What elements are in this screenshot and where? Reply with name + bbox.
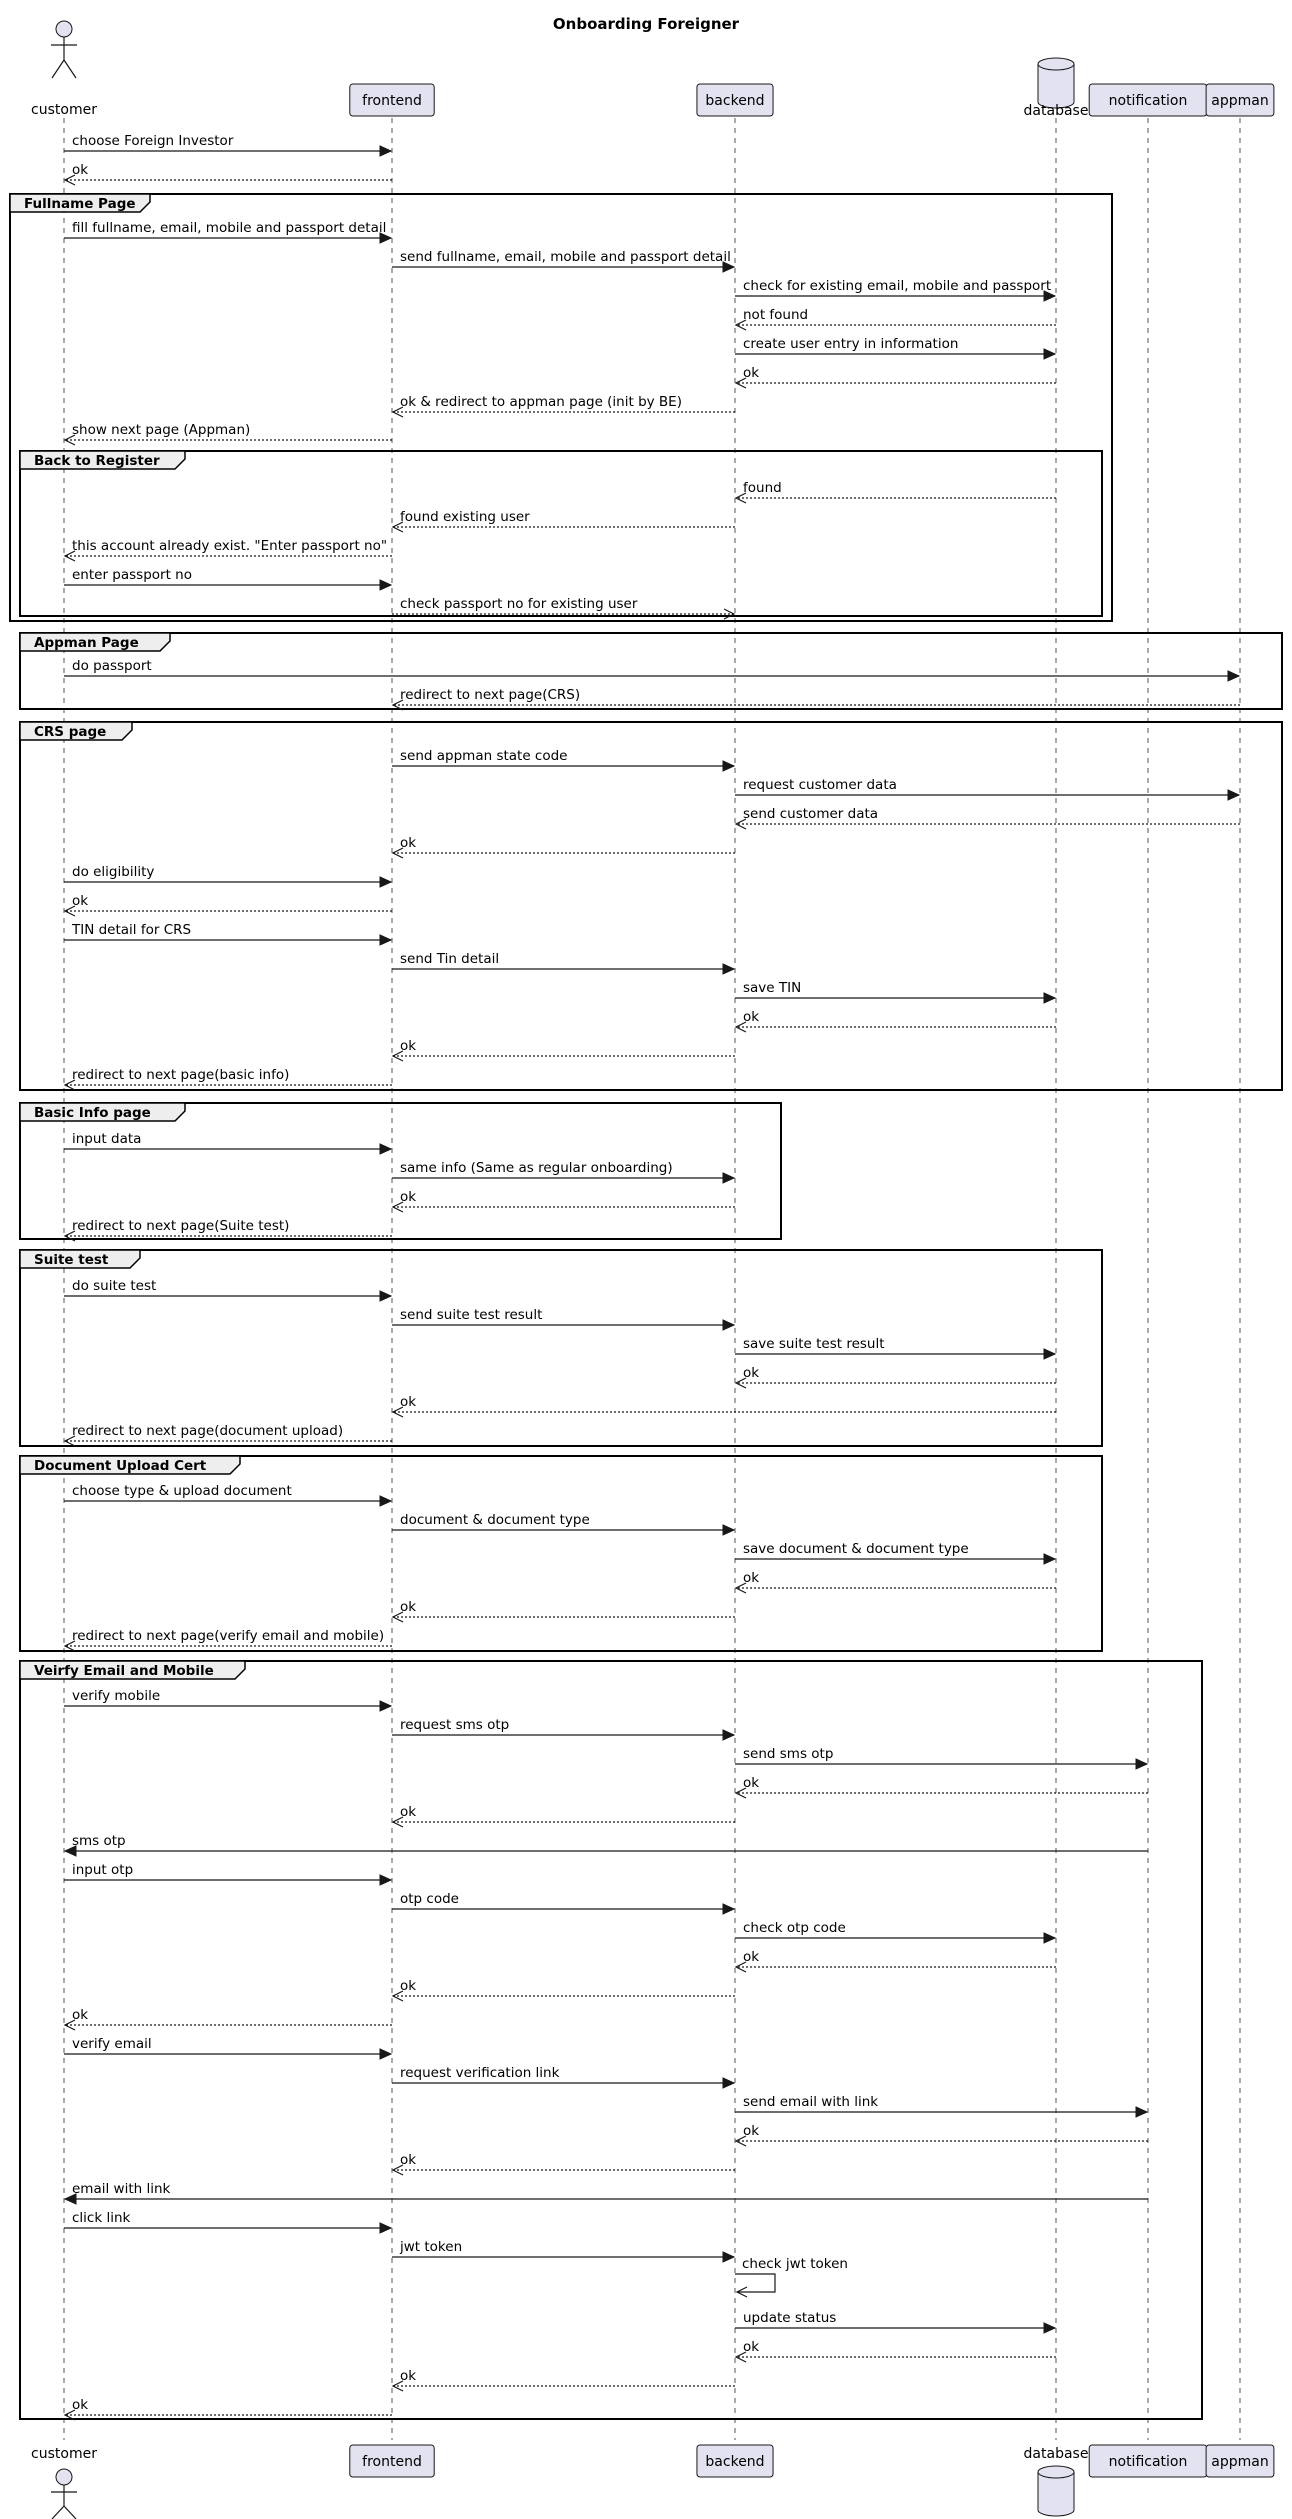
message	[735, 278, 1055, 301]
participant-customer-top	[31, 21, 97, 118]
message-label: ok	[72, 162, 89, 178]
message	[736, 806, 1240, 829]
participant-label: notification	[1108, 2454, 1188, 2470]
participant-label: customer	[31, 2446, 97, 2462]
message-label: request verification link	[400, 2065, 560, 2081]
message-label: send fullname, email, mobile and passport detail	[400, 249, 731, 265]
message-label: show next page (Appman)	[72, 422, 251, 438]
participant-appman-bottom	[1206, 2445, 1274, 2477]
group-border	[20, 1661, 1202, 2419]
message-label: ok	[400, 1599, 417, 1615]
group-frame	[20, 1250, 1102, 1446]
message-label: ok	[400, 2368, 417, 2384]
message	[392, 2239, 734, 2262]
message-label: ok	[400, 1394, 417, 1410]
message-arrowhead	[380, 580, 391, 590]
message-arrowhead	[380, 1701, 391, 1711]
message	[736, 1949, 1056, 1972]
message-arrowhead	[380, 1496, 391, 1506]
message-label: ok	[400, 1038, 417, 1054]
message	[393, 1038, 735, 1061]
message	[736, 1570, 1056, 1593]
message-arrowhead	[1044, 2323, 1055, 2333]
message-label: do eligibility	[72, 864, 155, 880]
message	[735, 980, 1055, 1003]
participant-label: appman	[1211, 2454, 1269, 2470]
message	[393, 394, 735, 417]
message-label: save TIN	[743, 980, 802, 996]
messages	[64, 133, 1240, 2420]
message-arrowhead	[380, 2223, 391, 2233]
message-label: ok	[743, 1365, 760, 1381]
participant-frontend-top	[350, 84, 434, 116]
message-label: click link	[72, 2210, 131, 2226]
group-frame	[20, 1661, 1202, 2419]
message	[64, 220, 391, 243]
message-label: TIN detail for CRS	[72, 922, 192, 938]
message-label: input otp	[72, 1862, 134, 1878]
message-label: ok	[743, 1009, 760, 1025]
message-label: send sms otp	[743, 1746, 834, 1762]
message-label: redirect to next page(CRS)	[400, 687, 581, 703]
message-label: ok	[743, 1570, 760, 1586]
message-label: ok & redirect to appman page (init by BE)	[400, 394, 682, 410]
message-label: not found	[743, 307, 809, 323]
group-frame	[20, 633, 1282, 709]
message-label: send customer data	[743, 806, 879, 822]
message	[64, 1862, 391, 1885]
message	[65, 1628, 392, 1651]
message-label: found existing user	[400, 509, 530, 525]
message	[64, 658, 1239, 681]
message-label: request sms otp	[400, 1717, 510, 1733]
message-label: save suite test result	[743, 1336, 885, 1352]
message-label: redirect to next page(verify email and mobile)	[72, 1628, 385, 1644]
message	[64, 2210, 391, 2233]
message	[735, 777, 1239, 800]
message-label: ok	[400, 1978, 417, 1994]
message-arrowhead	[380, 877, 391, 887]
message	[64, 1483, 391, 1506]
message-label: ok	[400, 1804, 417, 1820]
message	[65, 422, 392, 445]
message-label: ok	[400, 835, 417, 851]
message	[736, 1775, 1148, 1798]
message	[392, 748, 734, 771]
message-label: choose Foreign Investor	[72, 133, 234, 149]
diagram-title: Onboarding Foreigner	[552, 15, 740, 33]
message-label: create user entry in information	[743, 336, 959, 352]
message	[736, 1009, 1056, 1032]
message-label: send appman state code	[400, 748, 568, 764]
message	[736, 2339, 1056, 2362]
group-border	[20, 451, 1102, 616]
message	[65, 1423, 392, 1446]
message-arrowhead	[723, 964, 734, 974]
group-label: Suite test	[34, 1252, 109, 1268]
message	[65, 1067, 392, 1090]
actor-icon	[56, 2469, 72, 2485]
message-label: send Tin detail	[400, 951, 500, 967]
participant-label: backend	[705, 93, 765, 109]
group-label: CRS page	[34, 724, 107, 740]
message-label: save document & document type	[743, 1541, 969, 1557]
message	[392, 1307, 734, 1330]
group-label: Appman Page	[34, 635, 139, 651]
message-label: fill fullname, email, mobile and passport detail	[72, 220, 387, 236]
participant-label: database	[1023, 2446, 1089, 2462]
message-label: ok	[400, 2152, 417, 2168]
participant-backend-bottom	[697, 2445, 773, 2477]
actor-body	[51, 2485, 77, 2519]
message-label: redirect to next page(Suite test)	[72, 1218, 290, 1234]
message	[64, 1278, 391, 1301]
message-label: sms otp	[72, 1833, 126, 1849]
message-label: verify email	[72, 2036, 152, 2052]
message-label: update status	[743, 2310, 837, 2326]
actor-icon	[56, 21, 72, 37]
message	[392, 1717, 734, 1740]
message	[65, 1833, 1148, 1856]
message	[393, 2152, 735, 2175]
message-arrowhead	[723, 1730, 734, 1740]
participant-notification-top	[1089, 84, 1207, 116]
message	[65, 2181, 1148, 2204]
message-label: ok	[400, 1189, 417, 1205]
participant-label: frontend	[362, 93, 422, 109]
group-label: Basic Info page	[34, 1105, 151, 1121]
message	[65, 2397, 392, 2420]
message-arrowhead	[1044, 1554, 1055, 1564]
message-arrowhead	[380, 146, 391, 156]
message-arrowhead	[1044, 349, 1055, 359]
message-arrowhead	[723, 1904, 734, 1914]
message-label: same info (Same as regular onboarding)	[400, 1160, 673, 1176]
participant-label: database	[1023, 103, 1089, 119]
participant-label: backend	[705, 2454, 765, 2470]
message-label: choose type & upload document	[72, 1483, 292, 1499]
message-label: send suite test result	[400, 1307, 543, 1323]
message	[64, 1131, 391, 1154]
participant-database-bottom	[1024, 2446, 1089, 2516]
message-arrowhead	[723, 2252, 734, 2262]
message-arrowhead	[1228, 790, 1239, 800]
message-arrowhead	[1228, 671, 1239, 681]
message-arrowhead	[1044, 993, 1055, 1003]
message	[736, 365, 1056, 388]
message	[65, 1218, 392, 1241]
group-border	[20, 633, 1282, 709]
message-label: input data	[72, 1131, 142, 1147]
message-label: found	[743, 480, 782, 496]
message	[736, 1365, 1056, 1388]
message-label: check otp code	[743, 1920, 846, 1936]
message	[64, 567, 391, 590]
message-arrowhead	[1136, 1759, 1147, 1769]
message	[393, 1189, 735, 1212]
message-label: ok	[72, 893, 89, 909]
message-label: verify mobile	[72, 1688, 161, 1704]
message-label: redirect to next page(basic info)	[72, 1067, 290, 1083]
group-frame	[20, 451, 1102, 616]
message	[65, 538, 392, 561]
message-label: otp code	[400, 1891, 459, 1907]
message-arrowhead	[723, 2078, 734, 2088]
message-label: check for existing email, mobile and passport	[743, 278, 1052, 294]
participant-customer-bottom	[31, 2446, 97, 2519]
message	[735, 1336, 1055, 1359]
message	[736, 480, 1056, 503]
message-label: check passport no for existing user	[400, 596, 638, 612]
participant-label: notification	[1108, 93, 1188, 109]
message	[65, 893, 392, 916]
message	[392, 951, 734, 974]
message	[392, 249, 734, 272]
message-arrowhead	[380, 935, 391, 945]
group-frame	[20, 722, 1282, 1090]
message-label: jwt token	[400, 2239, 463, 2255]
message-label: enter passport no	[72, 567, 192, 583]
message-label: ok	[743, 1949, 760, 1965]
message-label: ok	[743, 1775, 760, 1791]
message-label: redirect to next page(document upload)	[72, 1423, 344, 1439]
message	[64, 922, 391, 945]
message-label: send email with link	[743, 2094, 879, 2110]
message-label: email with link	[72, 2181, 171, 2197]
participant-frontend-bottom	[350, 2445, 434, 2477]
group-border	[20, 1250, 1102, 1446]
message	[735, 2310, 1055, 2333]
message	[392, 1160, 734, 1183]
message	[64, 133, 391, 156]
message	[736, 2123, 1148, 2146]
group-label: Veirfy Email and Mobile	[34, 1663, 214, 1679]
message-label: check jwt token	[742, 2256, 848, 2272]
message-label: ok	[72, 2397, 89, 2413]
message	[392, 1512, 734, 1535]
message	[393, 509, 735, 532]
message-arrowhead	[380, 1875, 391, 1885]
message-arrowhead	[1044, 1933, 1055, 1943]
message	[64, 1688, 391, 1711]
message-line	[735, 2274, 775, 2292]
message-label: ok	[743, 365, 760, 381]
message	[735, 2094, 1147, 2117]
participant-label: customer	[31, 102, 97, 118]
message	[393, 1804, 735, 1827]
message-arrowhead	[723, 1525, 734, 1535]
message-arrowhead	[1136, 2107, 1147, 2117]
message-label: do passport	[72, 658, 152, 674]
message	[64, 2036, 391, 2059]
message	[393, 687, 1240, 710]
message-arrowhead	[723, 1173, 734, 1183]
message	[65, 162, 392, 185]
message-arrowhead	[1044, 1349, 1055, 1359]
participant-label: frontend	[362, 2454, 422, 2470]
participant-backend-top	[697, 84, 773, 116]
message	[735, 1920, 1055, 1943]
message-label: document & document type	[400, 1512, 590, 1528]
group-label: Document Upload Cert	[34, 1458, 207, 1474]
message	[393, 1599, 735, 1622]
message	[735, 1541, 1055, 1564]
actor-body	[51, 37, 77, 78]
message	[393, 2368, 735, 2391]
message	[393, 1394, 1056, 1417]
message	[392, 2065, 734, 2088]
message-label: ok	[72, 2007, 89, 2023]
participant-database-top	[1024, 58, 1089, 119]
lifelines	[64, 118, 1240, 2440]
message-label: ok	[743, 2123, 760, 2139]
message	[392, 1891, 734, 1914]
participant-notification-bottom	[1089, 2445, 1207, 2477]
message-arrowhead	[380, 1144, 391, 1154]
message-label: do suite test	[72, 1278, 157, 1294]
message	[65, 2007, 392, 2030]
participant-label: appman	[1211, 93, 1269, 109]
message	[393, 835, 735, 858]
participant-appman-top	[1206, 84, 1274, 116]
group-border	[20, 722, 1282, 1090]
message	[735, 1746, 1147, 1769]
message-arrowhead	[723, 1320, 734, 1330]
group-frames	[10, 194, 1282, 2419]
message-arrowhead	[723, 761, 734, 771]
message-label: request customer data	[743, 777, 897, 793]
message-arrowhead	[380, 2049, 391, 2059]
message	[393, 1978, 735, 2001]
message	[735, 336, 1055, 359]
message-label: ok	[743, 2339, 760, 2355]
group-label: Fullname Page	[24, 196, 136, 212]
message	[64, 864, 391, 887]
message	[735, 2256, 848, 2297]
message	[736, 307, 1056, 330]
group-label: Back to Register	[34, 453, 160, 469]
message-arrowhead	[380, 1291, 391, 1301]
message-label: this account already exist. "Enter passport no"	[72, 538, 388, 554]
